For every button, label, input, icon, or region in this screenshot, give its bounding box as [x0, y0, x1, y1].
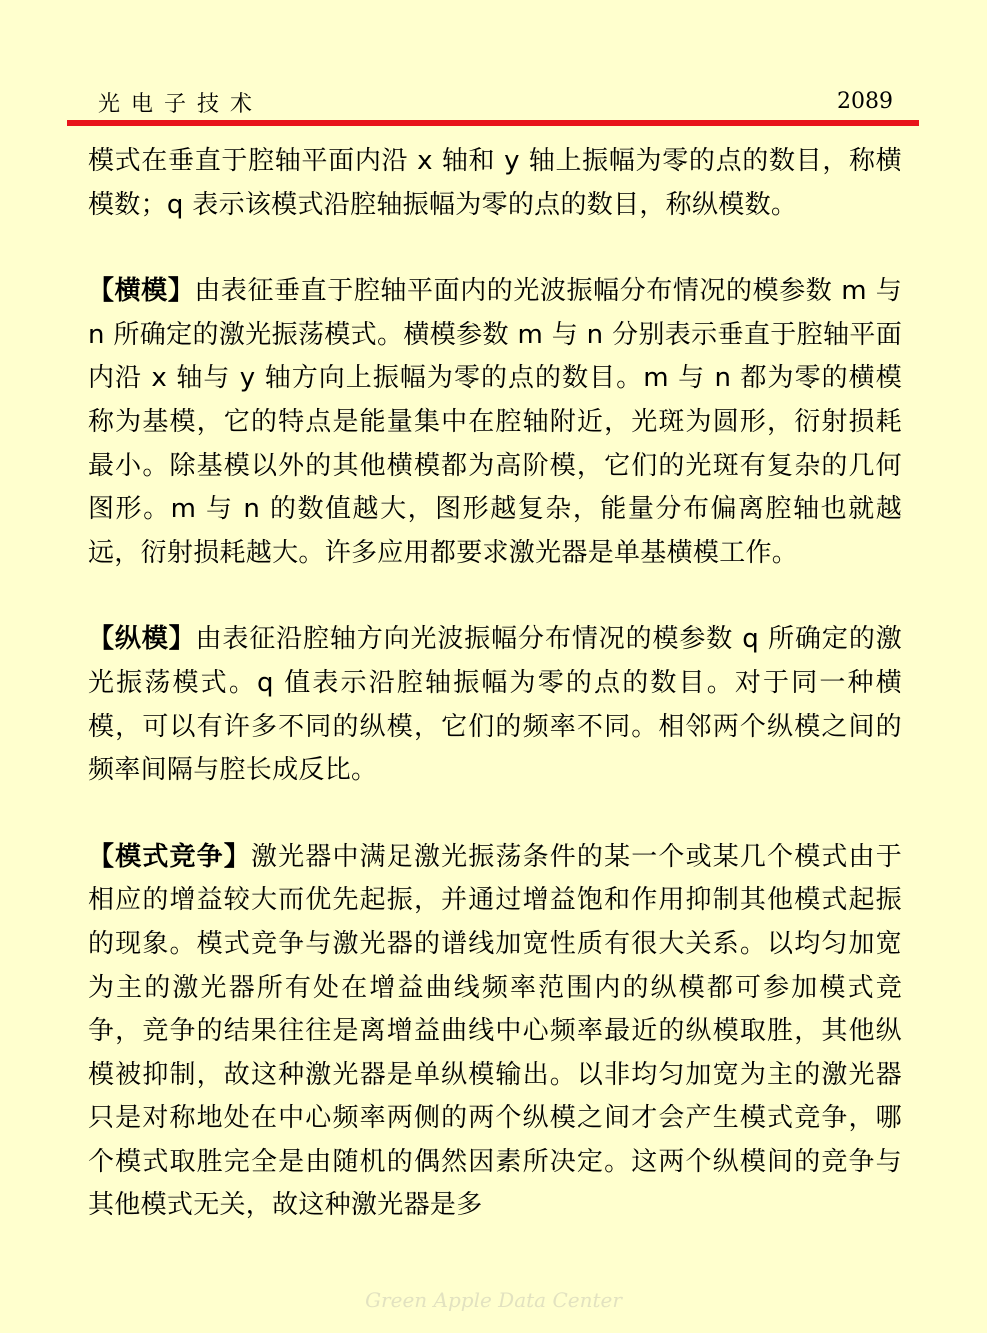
watermark: Green Apple Data Center — [365, 1288, 622, 1312]
paragraph-text: 由表征垂直于腔轴平面内的光波振幅分布情况的模参数 m 与 n 所确定的激光振荡模式。横模参数 m 与 n 分别表示垂直于腔轴平面内沿 x 轴与 y 轴方向上振幅为零的点的数目。m 与 n 都为零的横模称为基模，它的特点是能量集中在腔轴附近，光斑为圆形，衍射损耗最小。除基模以外的其他横模都为高阶模，它们的光斑有复杂的几何图形。m 与 n 的数值越大，图形越复杂，能量分布偏离腔轴也就越远，衍射损耗越大。许多应用都要求激光器是单基横模工作。 — [88, 276, 902, 568]
paragraph-text: 由表征沿腔轴方向光波振幅分布情况的模参数 q 所确定的激光振荡模式。q 值表示沿腔轴振幅为零的点的数目。对于同一种横模，可以有许多不同的纵模，它们的频率不同。相邻两个纵模之间的频率间隔与腔长成反比。 — [88, 624, 902, 786]
header-rule — [67, 120, 919, 126]
paragraph-transverse-mode — [88, 270, 902, 575]
paragraph-longitudinal-mode — [88, 618, 902, 792]
paragraph-text: 激光器中满足激光振荡条件的某一个或某几个模式由于相应的增益较大而优先起振，并通过增益饱和作用抑制其他模式起振的现象。模式竞争与激光器的谱线加宽性质有很大关系。以均匀加宽为主的激光器所有处在增益曲线频率范围内的纵模都可参加模式竞争，竞争的结果往往是离增益曲线中心频率最近的纵模取胜，其他纵模被抑制，故这种激光器是单纵模输出。以非均匀加宽为主的激光器只是对称地处在中心频率两侧的两个纵模之间才会产生模式竞争，哪个模式取胜完全是由随机的偶然因素所决定。这两个纵模间的竞争与其他模式无关，故这种激光器是多 — [88, 841, 902, 1221]
running-header — [90, 82, 893, 118]
paragraph-mode-competition — [88, 836, 902, 1228]
term-heading: 【纵模】 — [88, 624, 196, 655]
paragraph-continuation — [88, 140, 902, 227]
term-heading: 【横模】 — [88, 276, 195, 307]
journal-title: 光电子技术 — [98, 92, 264, 117]
article-body — [88, 140, 902, 1271]
page-number: 2089 — [837, 89, 893, 114]
term-heading: 【模式竞争】 — [88, 841, 251, 872]
paragraph-text: 模式在垂直于腔轴平面内沿 x 轴和 y 轴上振幅为零的点的数目，称横模数；q 表示该模式沿腔轴振幅为零的点的数目，称纵模数。 — [88, 146, 902, 220]
